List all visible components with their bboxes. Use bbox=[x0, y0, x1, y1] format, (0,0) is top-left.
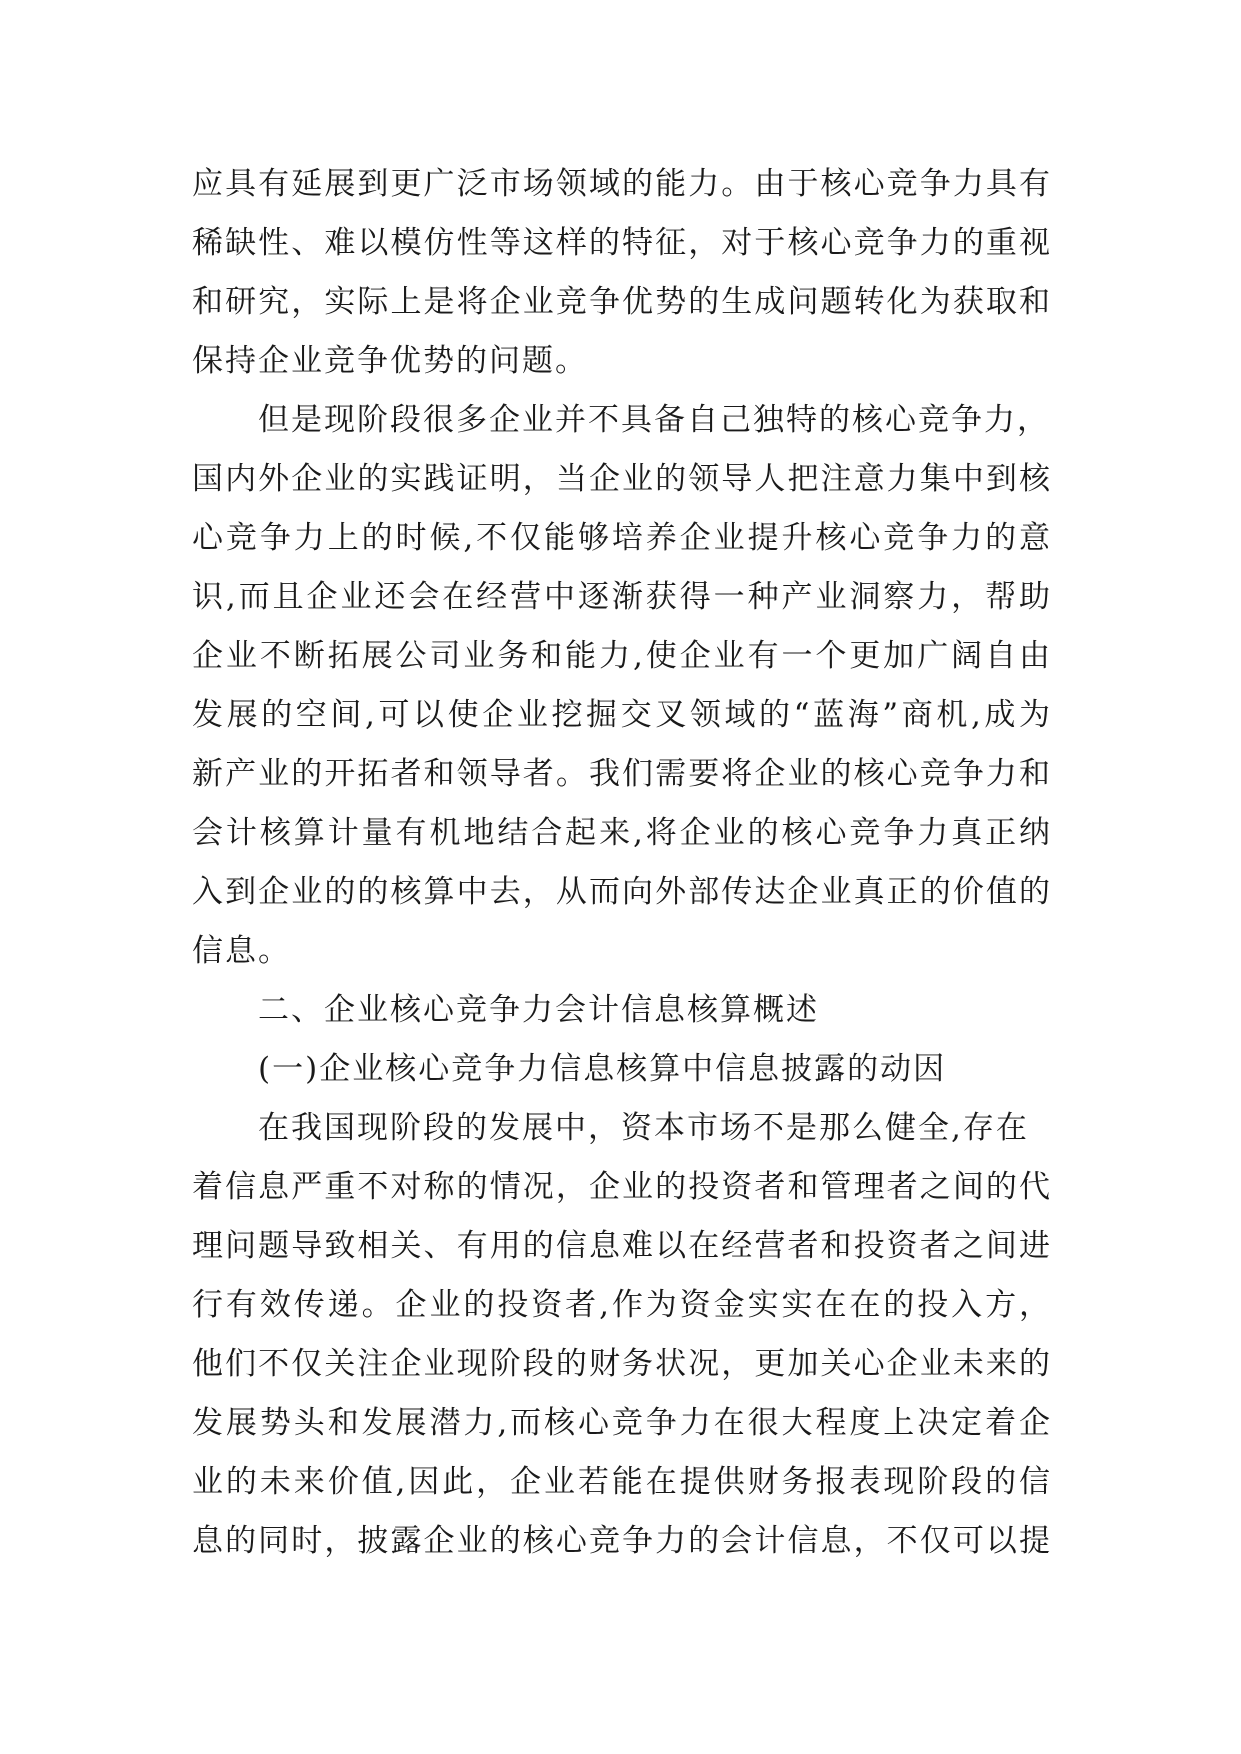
text-line: 保持企业竞争优势的问题。 bbox=[192, 343, 588, 379]
text-line: 会计核算计量有机地结合起来,将企业的核心竞争力真正纳 bbox=[192, 815, 1052, 851]
text-line: 理问题导致相关、有用的信息难以在经营者和投资者之间进 bbox=[192, 1228, 1052, 1264]
text-line: 企业不断拓展公司业务和能力,使企业有一个更加广阔自由 bbox=[192, 638, 1052, 674]
text-line: 和研究，实际上是将企业竞争优势的生成问题转化为获取和 bbox=[192, 284, 1052, 320]
text-line: 在我国现阶段的发展中，资本市场不是那么健全,存在 bbox=[258, 1110, 1029, 1146]
section-heading: 二、企业核心竞争力会计信息核算概述 bbox=[258, 992, 819, 1028]
subsection-heading: (一)企业核心竞争力信息核算中信息披露的动因 bbox=[258, 1051, 947, 1087]
text-line: 应具有延展到更广泛市场领域的能力。由于核心竞争力具有 bbox=[192, 166, 1052, 202]
text-line: 发展的空间,可以使企业挖掘交叉领域的“蓝海”商机,成为 bbox=[192, 697, 1052, 733]
text-line: 发展势头和发展潜力,而核心竞争力在很大程度上决定着企 bbox=[192, 1405, 1052, 1441]
text-line: 行有效传递。企业的投资者,作为资金实实在在的投入方， bbox=[192, 1287, 1052, 1323]
text-line: 业的未来价值,因此，企业若能在提供财务报表现阶段的信 bbox=[192, 1464, 1052, 1500]
text-line: 心竞争力上的时候,不仅能够培养企业提升核心竞争力的意 bbox=[192, 520, 1052, 556]
text-line: 识,而且企业还会在经营中逐渐获得一种产业洞察力，帮助 bbox=[192, 579, 1052, 615]
text-line: 入到企业的的核算中去，从而向外部传达企业真正的价值的 bbox=[192, 874, 1052, 910]
text-line: 他们不仅关注企业现阶段的财务状况，更加关心企业未来的 bbox=[192, 1346, 1052, 1382]
text-line: 信息。 bbox=[192, 933, 291, 969]
text-line: 国内外企业的实践证明，当企业的领导人把注意力集中到核 bbox=[192, 461, 1052, 497]
text-line: 着信息严重不对称的情况，企业的投资者和管理者之间的代 bbox=[192, 1169, 1052, 1205]
text-line: 但是现阶段很多企业并不具备自己独特的核心竞争力， bbox=[258, 402, 1050, 438]
body-text bbox=[192, 155, 1052, 1571]
text-line: 息的同时，披露企业的核心竞争力的会计信息，不仅可以提 bbox=[192, 1523, 1052, 1559]
text-line: 新产业的开拓者和领导者。我们需要将企业的核心竞争力和 bbox=[192, 756, 1052, 792]
text-line: 稀缺性、难以模仿性等这样的特征，对于核心竞争力的重视 bbox=[192, 225, 1052, 261]
